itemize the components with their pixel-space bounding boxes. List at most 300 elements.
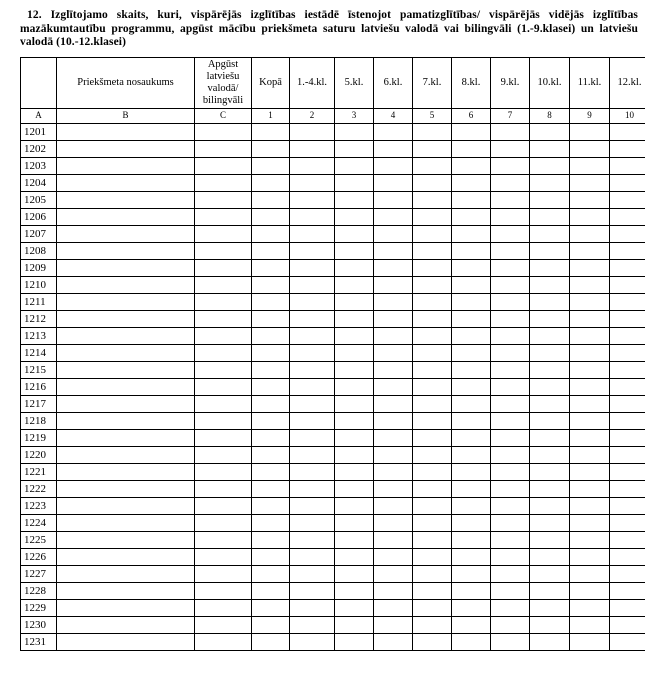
empty-data-cell	[452, 259, 491, 276]
row-code-cell: 1227	[21, 565, 57, 582]
empty-data-cell	[252, 310, 290, 327]
empty-data-cell	[491, 582, 530, 599]
empty-data-cell	[530, 259, 570, 276]
empty-data-cell	[195, 429, 252, 446]
empty-data-cell	[290, 548, 335, 565]
empty-data-cell	[290, 327, 335, 344]
empty-data-cell	[252, 463, 290, 480]
empty-data-cell	[57, 446, 195, 463]
empty-data-cell	[335, 480, 374, 497]
empty-data-cell	[195, 293, 252, 310]
empty-data-cell	[530, 548, 570, 565]
empty-data-cell	[335, 361, 374, 378]
empty-data-cell	[610, 582, 645, 599]
empty-data-cell	[252, 616, 290, 633]
empty-data-cell	[374, 293, 413, 310]
empty-data-cell	[610, 259, 645, 276]
empty-data-cell	[290, 633, 335, 650]
empty-data-cell	[530, 361, 570, 378]
empty-data-cell	[57, 395, 195, 412]
empty-data-cell	[570, 531, 610, 548]
empty-data-cell	[374, 497, 413, 514]
empty-data-cell	[491, 361, 530, 378]
empty-data-cell	[335, 123, 374, 140]
table-row	[21, 582, 645, 599]
header-cell-language: Apgūst latviešu valodā/ bilingvāli	[195, 57, 252, 108]
empty-data-cell	[413, 276, 452, 293]
header-cell-grade12: 12.kl.	[610, 57, 645, 108]
empty-data-cell	[413, 208, 452, 225]
empty-data-cell	[252, 378, 290, 395]
empty-data-cell	[610, 174, 645, 191]
empty-data-cell	[452, 123, 491, 140]
header-cell-grade5: 5.kl.	[335, 57, 374, 108]
empty-data-cell	[57, 191, 195, 208]
empty-data-cell	[413, 395, 452, 412]
empty-data-cell	[452, 242, 491, 259]
empty-data-cell	[290, 361, 335, 378]
row-code-cell: 1228	[21, 582, 57, 599]
empty-data-cell	[491, 310, 530, 327]
empty-data-cell	[335, 633, 374, 650]
row-code-cell: 1216	[21, 378, 57, 395]
row-code-cell: 1209	[21, 259, 57, 276]
empty-data-cell	[290, 208, 335, 225]
empty-data-cell	[570, 174, 610, 191]
table-body	[21, 123, 645, 650]
empty-data-cell	[290, 395, 335, 412]
empty-data-cell	[335, 395, 374, 412]
table-row	[21, 599, 645, 616]
empty-data-cell	[195, 616, 252, 633]
empty-data-cell	[413, 123, 452, 140]
empty-data-cell	[413, 293, 452, 310]
table-row	[21, 225, 645, 242]
empty-data-cell	[570, 480, 610, 497]
empty-data-cell	[374, 429, 413, 446]
sub-header-cell: 2	[290, 108, 335, 123]
empty-data-cell	[335, 548, 374, 565]
empty-data-cell	[452, 140, 491, 157]
table-row	[21, 174, 645, 191]
empty-data-cell	[491, 276, 530, 293]
empty-data-cell	[413, 174, 452, 191]
empty-data-cell	[413, 429, 452, 446]
empty-data-cell	[335, 412, 374, 429]
empty-data-cell	[610, 293, 645, 310]
row-code-cell: 1202	[21, 140, 57, 157]
empty-data-cell	[413, 327, 452, 344]
empty-data-cell	[195, 259, 252, 276]
empty-data-cell	[413, 310, 452, 327]
empty-data-cell	[374, 242, 413, 259]
empty-data-cell	[195, 480, 252, 497]
empty-data-cell	[530, 157, 570, 174]
row-code-cell: 1220	[21, 446, 57, 463]
empty-data-cell	[195, 242, 252, 259]
empty-data-cell	[413, 361, 452, 378]
empty-data-cell	[491, 395, 530, 412]
empty-data-cell	[570, 446, 610, 463]
empty-data-cell	[57, 548, 195, 565]
empty-data-cell	[610, 480, 645, 497]
empty-data-cell	[195, 548, 252, 565]
table-row	[21, 548, 645, 565]
row-code-cell: 1201	[21, 123, 57, 140]
empty-data-cell	[491, 123, 530, 140]
empty-data-cell	[290, 191, 335, 208]
empty-data-cell	[413, 582, 452, 599]
empty-data-cell	[413, 344, 452, 361]
empty-data-cell	[610, 616, 645, 633]
empty-data-cell	[290, 463, 335, 480]
empty-data-cell	[374, 259, 413, 276]
row-code-cell: 1223	[21, 497, 57, 514]
empty-data-cell	[452, 480, 491, 497]
empty-data-cell	[570, 412, 610, 429]
empty-data-cell	[335, 378, 374, 395]
row-code-cell: 1204	[21, 174, 57, 191]
empty-data-cell	[610, 395, 645, 412]
empty-data-cell	[374, 599, 413, 616]
empty-data-cell	[57, 531, 195, 548]
empty-data-cell	[335, 174, 374, 191]
sub-header-row	[21, 108, 645, 123]
empty-data-cell	[57, 344, 195, 361]
empty-data-cell	[252, 276, 290, 293]
empty-data-cell	[252, 565, 290, 582]
empty-data-cell	[335, 616, 374, 633]
empty-data-cell	[252, 123, 290, 140]
empty-data-cell	[610, 123, 645, 140]
empty-data-cell	[491, 429, 530, 446]
table-header	[21, 57, 645, 123]
row-code-cell: 1217	[21, 395, 57, 412]
empty-data-cell	[57, 599, 195, 616]
empty-data-cell	[610, 599, 645, 616]
empty-data-cell	[195, 633, 252, 650]
empty-data-cell	[413, 191, 452, 208]
empty-data-cell	[374, 616, 413, 633]
empty-data-cell	[374, 225, 413, 242]
empty-data-cell	[452, 429, 491, 446]
empty-data-cell	[290, 310, 335, 327]
table-row	[21, 276, 645, 293]
empty-data-cell	[570, 633, 610, 650]
header-cell-grade8: 8.kl.	[452, 57, 491, 108]
empty-data-cell	[530, 310, 570, 327]
sub-header-cell: C	[195, 108, 252, 123]
empty-data-cell	[195, 140, 252, 157]
empty-data-cell	[374, 514, 413, 531]
empty-data-cell	[570, 548, 610, 565]
empty-data-cell	[570, 378, 610, 395]
empty-data-cell	[530, 123, 570, 140]
empty-data-cell	[195, 225, 252, 242]
table-row	[21, 344, 645, 361]
empty-data-cell	[195, 565, 252, 582]
row-code-cell: 1225	[21, 531, 57, 548]
empty-data-cell	[413, 446, 452, 463]
table-row	[21, 497, 645, 514]
table-row	[21, 531, 645, 548]
empty-data-cell	[530, 429, 570, 446]
empty-data-cell	[335, 157, 374, 174]
empty-data-cell	[252, 446, 290, 463]
empty-data-cell	[452, 514, 491, 531]
empty-data-cell	[57, 633, 195, 650]
empty-data-cell	[374, 463, 413, 480]
empty-data-cell	[57, 429, 195, 446]
empty-data-cell	[335, 208, 374, 225]
empty-data-cell	[610, 208, 645, 225]
empty-data-cell	[335, 225, 374, 242]
empty-data-cell	[252, 140, 290, 157]
empty-data-cell	[252, 344, 290, 361]
empty-data-cell	[57, 565, 195, 582]
empty-data-cell	[530, 497, 570, 514]
sub-header-cell: B	[57, 108, 195, 123]
empty-data-cell	[610, 429, 645, 446]
empty-data-cell	[374, 174, 413, 191]
empty-data-cell	[195, 463, 252, 480]
empty-data-cell	[374, 395, 413, 412]
empty-data-cell	[57, 293, 195, 310]
empty-data-cell	[335, 327, 374, 344]
empty-data-cell	[610, 157, 645, 174]
empty-data-cell	[610, 497, 645, 514]
empty-data-cell	[491, 259, 530, 276]
empty-data-cell	[452, 582, 491, 599]
empty-data-cell	[290, 531, 335, 548]
empty-data-cell	[374, 531, 413, 548]
empty-data-cell	[491, 616, 530, 633]
empty-data-cell	[413, 599, 452, 616]
empty-data-cell	[530, 599, 570, 616]
empty-data-cell	[57, 140, 195, 157]
empty-data-cell	[452, 344, 491, 361]
empty-data-cell	[290, 514, 335, 531]
empty-data-cell	[57, 480, 195, 497]
row-code-cell: 1221	[21, 463, 57, 480]
empty-data-cell	[57, 157, 195, 174]
row-code-cell: 1206	[21, 208, 57, 225]
empty-data-cell	[491, 225, 530, 242]
empty-data-cell	[290, 293, 335, 310]
empty-data-cell	[195, 514, 252, 531]
empty-data-cell	[452, 565, 491, 582]
empty-data-cell	[195, 191, 252, 208]
row-code-cell: 1226	[21, 548, 57, 565]
empty-data-cell	[570, 463, 610, 480]
empty-data-cell	[57, 208, 195, 225]
empty-data-cell	[374, 565, 413, 582]
empty-data-cell	[570, 293, 610, 310]
table-row	[21, 361, 645, 378]
empty-data-cell	[252, 429, 290, 446]
empty-data-cell	[374, 191, 413, 208]
empty-data-cell	[570, 225, 610, 242]
empty-data-cell	[530, 463, 570, 480]
empty-data-cell	[530, 327, 570, 344]
empty-data-cell	[335, 429, 374, 446]
row-code-cell: 1213	[21, 327, 57, 344]
table-row	[21, 157, 645, 174]
empty-data-cell	[452, 548, 491, 565]
row-code-cell: 1224	[21, 514, 57, 531]
empty-data-cell	[335, 276, 374, 293]
empty-data-cell	[570, 616, 610, 633]
empty-data-cell	[452, 276, 491, 293]
header-cell-grade9: 9.kl.	[491, 57, 530, 108]
empty-data-cell	[530, 225, 570, 242]
table-row	[21, 310, 645, 327]
empty-data-cell	[195, 276, 252, 293]
empty-data-cell	[374, 361, 413, 378]
empty-data-cell	[57, 514, 195, 531]
empty-data-cell	[610, 446, 645, 463]
sub-header-cell: 4	[374, 108, 413, 123]
empty-data-cell	[413, 412, 452, 429]
empty-data-cell	[413, 514, 452, 531]
table-row	[21, 293, 645, 310]
empty-data-cell	[452, 616, 491, 633]
empty-data-cell	[335, 582, 374, 599]
empty-data-cell	[570, 191, 610, 208]
empty-data-cell	[610, 344, 645, 361]
empty-data-cell	[374, 378, 413, 395]
empty-data-cell	[610, 310, 645, 327]
empty-data-cell	[530, 531, 570, 548]
empty-data-cell	[252, 361, 290, 378]
row-code-cell: 1219	[21, 429, 57, 446]
empty-data-cell	[413, 157, 452, 174]
empty-data-cell	[491, 599, 530, 616]
section-title: 12. Izglītojamo skaits, kuri, vispārējās izglītības iestādē īstenojot pamatizglītības/ vispārējās vidējās izglītības mazākumtautību programmu, apgūst mācību priekšmeta saturu latviešu valodā vai bilingvāli (1.-9.klasei) un latviešu valodā (10.-12.klasei)	[20, 9, 638, 49]
table-row	[21, 191, 645, 208]
empty-data-cell	[570, 157, 610, 174]
empty-data-cell	[195, 327, 252, 344]
header-cell-grade10: 10.kl.	[530, 57, 570, 108]
empty-data-cell	[413, 616, 452, 633]
empty-data-cell	[57, 242, 195, 259]
empty-data-cell	[290, 412, 335, 429]
empty-data-cell	[413, 140, 452, 157]
table-row	[21, 123, 645, 140]
empty-data-cell	[452, 395, 491, 412]
empty-data-cell	[491, 480, 530, 497]
empty-data-cell	[610, 412, 645, 429]
empty-data-cell	[491, 548, 530, 565]
header-cell-total: Kopā	[252, 57, 290, 108]
table-row	[21, 140, 645, 157]
table-row	[21, 565, 645, 582]
empty-data-cell	[610, 327, 645, 344]
empty-data-cell	[374, 446, 413, 463]
empty-data-cell	[610, 463, 645, 480]
sub-header-cell: 6	[452, 108, 491, 123]
empty-data-cell	[530, 242, 570, 259]
empty-data-cell	[570, 276, 610, 293]
empty-data-cell	[491, 378, 530, 395]
empty-data-cell	[452, 310, 491, 327]
empty-data-cell	[530, 395, 570, 412]
empty-data-cell	[452, 599, 491, 616]
header-cell-grade11: 11.kl.	[570, 57, 610, 108]
empty-data-cell	[491, 514, 530, 531]
empty-data-cell	[610, 242, 645, 259]
empty-data-cell	[530, 378, 570, 395]
empty-data-cell	[290, 225, 335, 242]
row-code-cell: 1208	[21, 242, 57, 259]
empty-data-cell	[290, 565, 335, 582]
empty-data-cell	[610, 361, 645, 378]
empty-data-cell	[452, 412, 491, 429]
empty-data-cell	[252, 395, 290, 412]
empty-data-cell	[335, 446, 374, 463]
header-cell-rowcode	[21, 57, 57, 108]
empty-data-cell	[290, 616, 335, 633]
table-row	[21, 327, 645, 344]
empty-data-cell	[290, 157, 335, 174]
empty-data-cell	[57, 259, 195, 276]
empty-data-cell	[374, 633, 413, 650]
empty-data-cell	[374, 157, 413, 174]
empty-data-cell	[570, 395, 610, 412]
row-code-cell: 1205	[21, 191, 57, 208]
empty-data-cell	[57, 327, 195, 344]
empty-data-cell	[413, 548, 452, 565]
empty-data-cell	[610, 191, 645, 208]
empty-data-cell	[610, 378, 645, 395]
empty-data-cell	[491, 412, 530, 429]
empty-data-cell	[252, 157, 290, 174]
empty-data-cell	[530, 565, 570, 582]
empty-data-cell	[610, 140, 645, 157]
empty-data-cell	[374, 327, 413, 344]
empty-data-cell	[413, 463, 452, 480]
empty-data-cell	[195, 582, 252, 599]
empty-data-cell	[413, 531, 452, 548]
empty-data-cell	[374, 310, 413, 327]
empty-data-cell	[610, 514, 645, 531]
row-code-cell: 1210	[21, 276, 57, 293]
empty-data-cell	[195, 599, 252, 616]
table-row	[21, 514, 645, 531]
empty-data-cell	[570, 123, 610, 140]
empty-data-cell	[195, 497, 252, 514]
empty-data-cell	[530, 140, 570, 157]
empty-data-cell	[335, 497, 374, 514]
empty-data-cell	[252, 582, 290, 599]
empty-data-cell	[530, 480, 570, 497]
empty-data-cell	[452, 531, 491, 548]
empty-data-cell	[452, 497, 491, 514]
empty-data-cell	[610, 276, 645, 293]
empty-data-cell	[452, 361, 491, 378]
empty-data-cell	[570, 242, 610, 259]
empty-data-cell	[452, 463, 491, 480]
empty-data-cell	[374, 276, 413, 293]
empty-data-cell	[491, 565, 530, 582]
empty-data-cell	[252, 599, 290, 616]
row-code-cell: 1203	[21, 157, 57, 174]
empty-data-cell	[452, 225, 491, 242]
empty-data-cell	[610, 225, 645, 242]
empty-data-cell	[452, 633, 491, 650]
empty-data-cell	[290, 429, 335, 446]
empty-data-cell	[570, 582, 610, 599]
